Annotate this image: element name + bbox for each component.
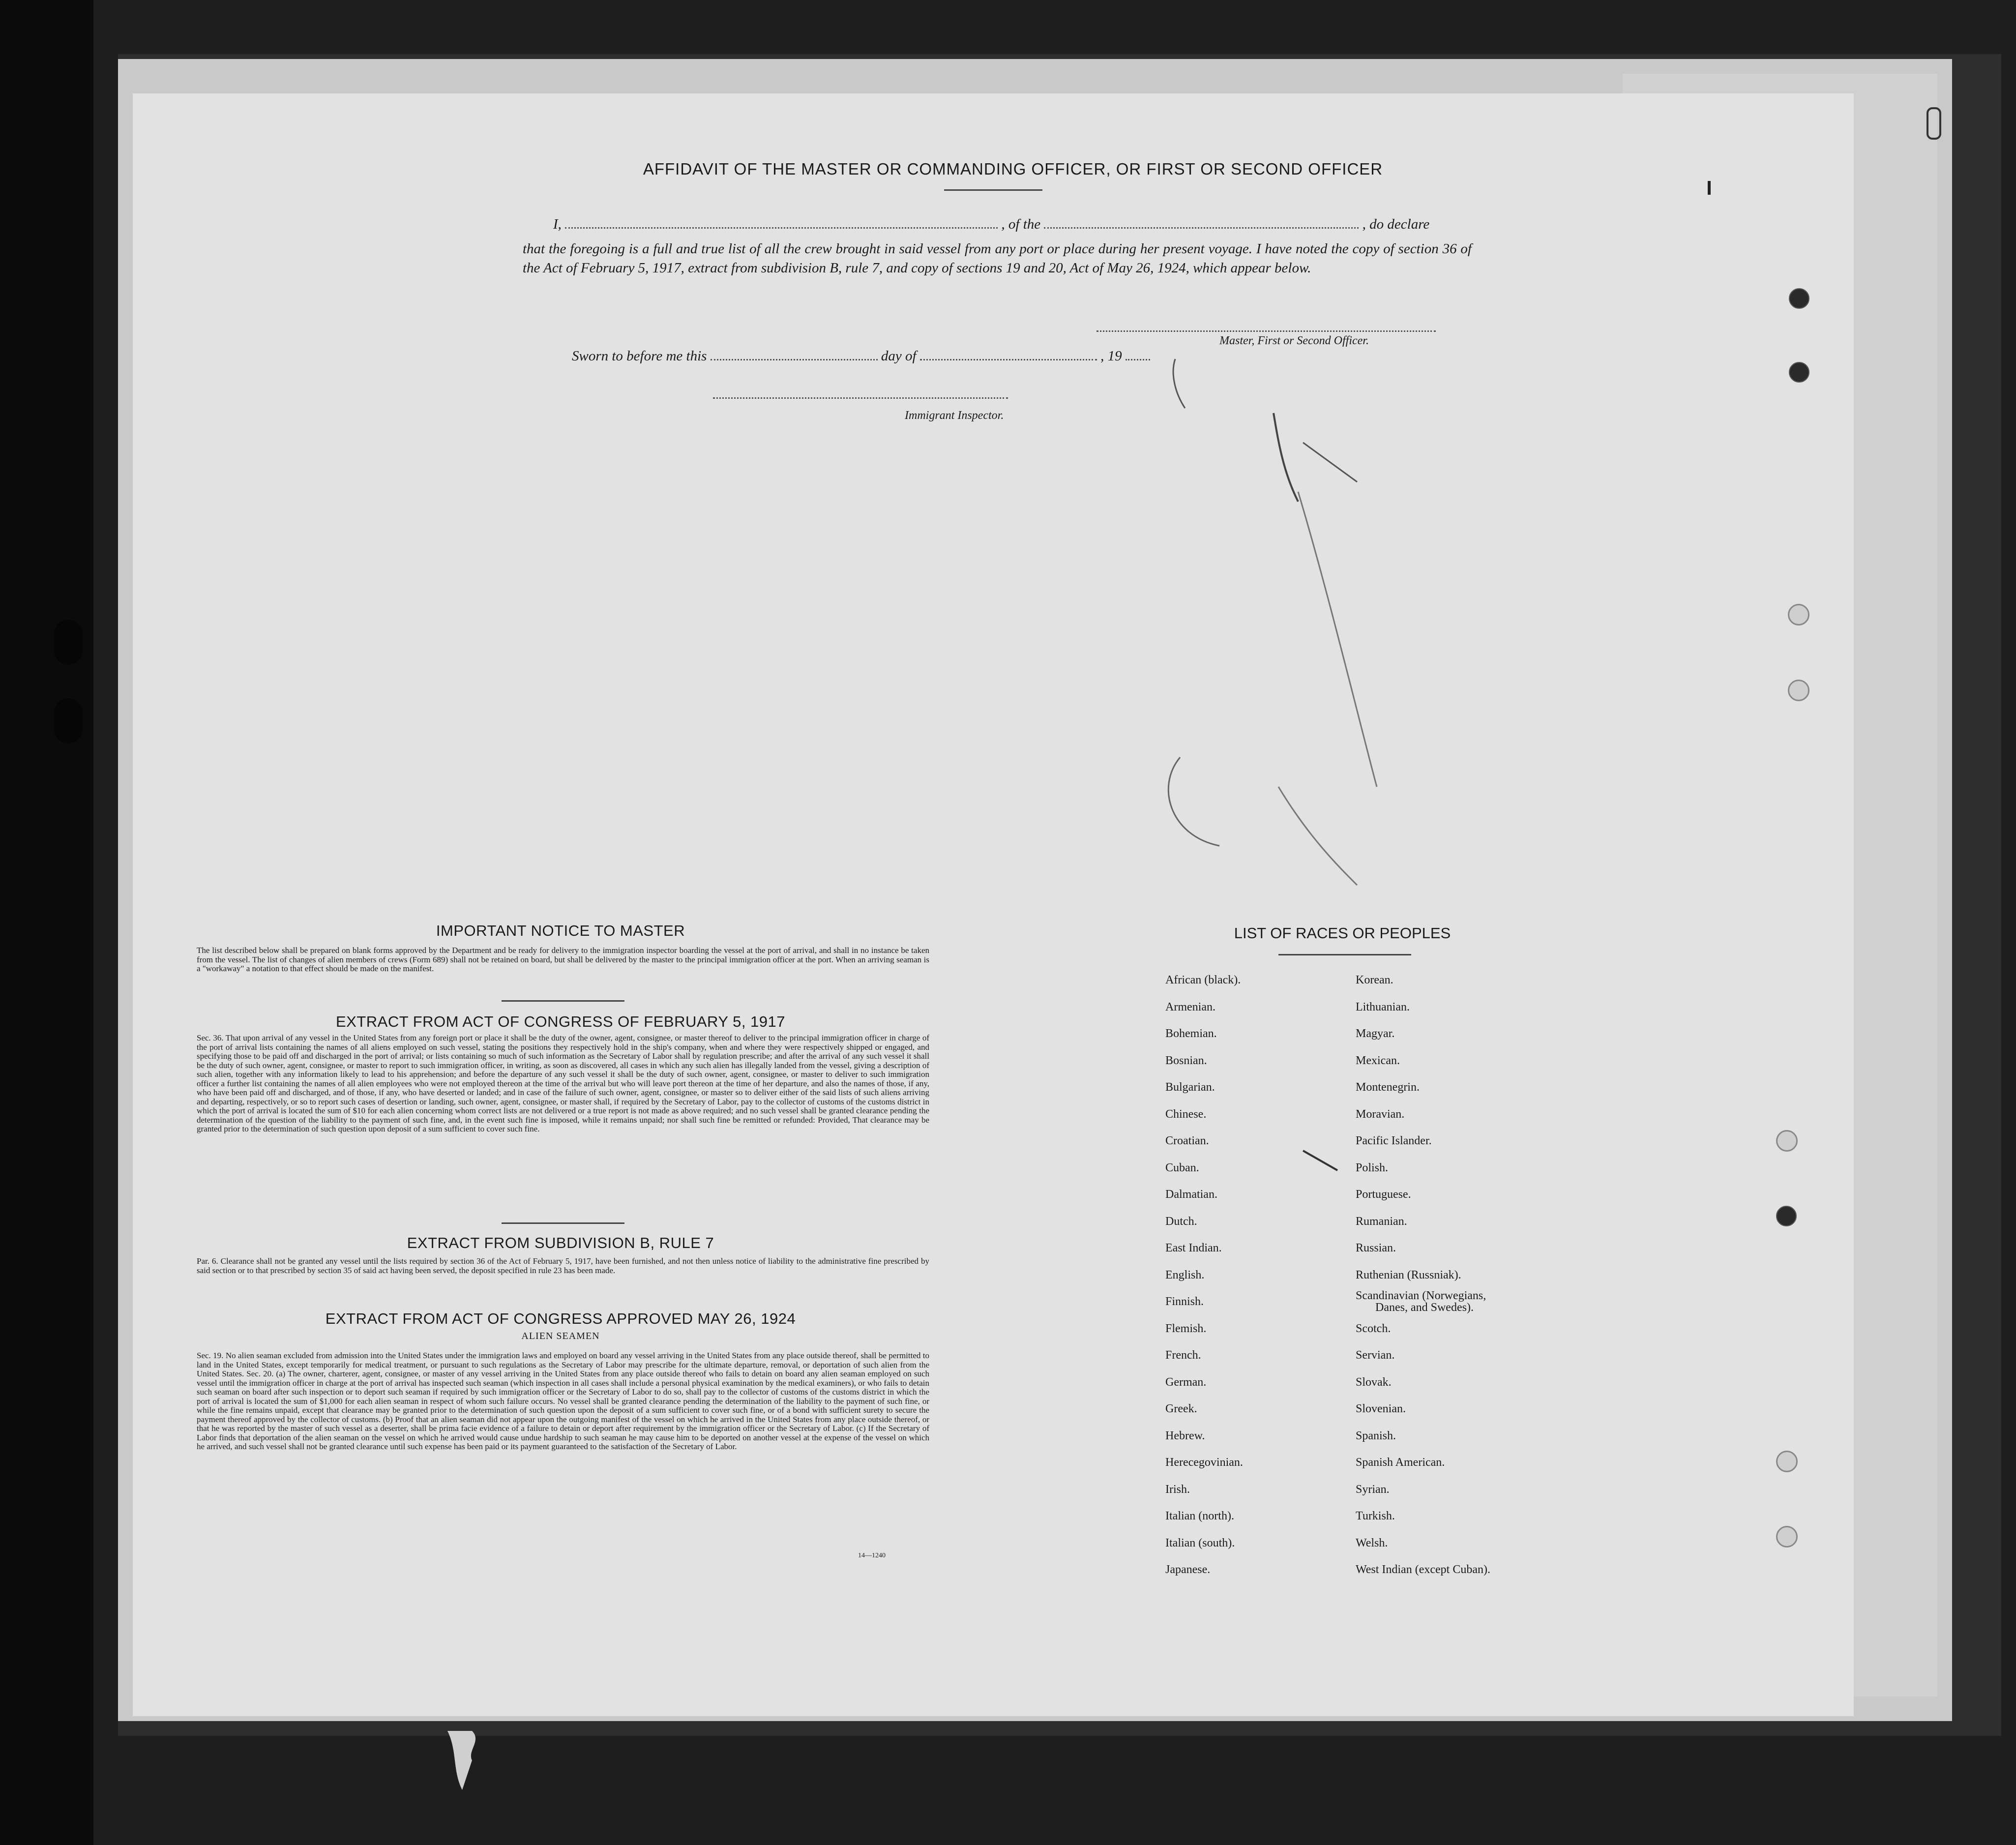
- race-item: Hebrew.: [1165, 1429, 1205, 1442]
- race-item: Ruthenian (Russniak).: [1356, 1268, 1461, 1281]
- year-label: , 19: [1100, 348, 1122, 364]
- race-item: Portuguese.: [1356, 1188, 1411, 1201]
- extract-1917-text: Sec. 36. That upon arrival of any vessel in the United States from any foreign port or place it shall be the duty of the owner, agent, consignee, or master thereof to deliver to the principal immigration officer in charge of the port of arrival lists containing the names of all aliens employed on such vessel, stating the positions they respectively hold in the ship's company, when and where they were respectively shipped or engaged, and specifying those to be paid off and discharged in the port of arrival; or lists containing so much of such information as the Secretary of Labor shall by regulation prescribe; and after the arrival of any such vessel it shall be the duty of such owner, agent, consignee, or master to report to such immigration officer, in writing, as soon as discovered, all cases in which any such alien has illegally landed from the vessel, giving a description of such alien, together with any information likely to lead to his apprehension; and before the departure of any such vessel it shall be the duty of such owner, agent, consignee, or master to deliver to such immigration officer a further list containing the names of all alien employees who were not employed thereon at the time of the arrival but who will leave port thereon at the time of her departure, and also the names of those, if any, who have been paid off and discharged, and of those, if any, who have deserted or landed; and in case of the failure of such owner, agent, consignee, or master so to deliver either of the said lists of such aliens arriving and departing, respectively, or so to report such cases of desertion or landing, such owner, agent, consignee, or master shall, if required by the Secretary of Labor, pay to the collector of customs of the customs district in which the port of arrival is located the sum of $10 for each alien concerning whom correct lists are not delivered or a true report is not made as above required; and no such vessel shall be granted clearance pending the determination of the question of the liability to the payment of such fine, and, in the event such fine is imposed, while it remains unpaid; nor shall such fine be remitted or refunded: Provided, That clearance may be granted prior to the determination of such question upon deposit of a sum sufficient to cover such fine.: [197, 1033, 929, 1133]
- race-item: German.: [1165, 1375, 1207, 1389]
- races-rule: [1278, 954, 1411, 955]
- race-item: West Indian (except Cuban).: [1356, 1563, 1490, 1576]
- races-right-column: [1356, 967, 1490, 1583]
- race-item: Welsh.: [1356, 1536, 1388, 1549]
- race-item: Armenian.: [1165, 1000, 1216, 1013]
- race-item: Herecegovinian.: [1165, 1456, 1243, 1469]
- master-caption: Master, First or Second Officer.: [1219, 334, 1369, 347]
- sworn-year-blank: [1126, 355, 1150, 360]
- races-left-column: [1165, 967, 1243, 1583]
- race-item: Japanese.: [1165, 1563, 1211, 1576]
- notice-title: IMPORTANT NOTICE TO MASTER: [436, 922, 685, 939]
- race-item: Bohemian.: [1165, 1027, 1217, 1040]
- race-item: Russian.: [1356, 1242, 1396, 1254]
- race-item: Pacific Islander.: [1356, 1134, 1432, 1147]
- notice-text: The list described below shall be prepared on blank forms approved by the Department and be ready for delivery to the immigration inspector boarding the vessel at the port of arrival, and shall in no instance be taken from the vessel. The list of changes of alien members of crews (Form 689) shall not be retained on board, but shall be delivered by the master to the principal immigration officer at the port. When an arriving seaman is a "workaway" a notation to that effect should be made on the manifest.: [197, 946, 929, 973]
- race-item: Slovenian.: [1356, 1402, 1406, 1415]
- race-item: Montenegrin.: [1356, 1081, 1420, 1094]
- race-item: Flemish.: [1165, 1322, 1207, 1335]
- sworn-day-blank: [711, 355, 878, 360]
- form-number: 14—1240: [858, 1552, 886, 1559]
- extract-rule7-text: Par. 6. Clearance shall not be granted any vessel until the lists required by section 36 of the Act of February 5, 1917, have been furnished, and not then unless notice of liability to the administrative fine prescribed by said section or to that prescribed by section 35 of said act having been served, the deposit specified in rule 23 has been made.: [197, 1256, 929, 1275]
- race-item: Syrian.: [1356, 1483, 1390, 1496]
- sworn-month-blank: [920, 355, 1097, 360]
- race-item: Dalmatian.: [1165, 1188, 1217, 1201]
- races-title: LIST OF RACES OR PEOPLES: [1234, 924, 1451, 942]
- race-item: Greek.: [1165, 1402, 1197, 1415]
- declarant-label: I,: [553, 216, 562, 232]
- declaration-paragraph: that the foregoing is a full and true list of all the crew brought in said vessel from any port or place during her present voyage. I have noted the copy of section 36 of the Act of February 5, 1917, extract from subdivision B, rule 7, and copy of sections 19 and 20, Act of May 26, 1924, which appear below.: [523, 241, 1472, 276]
- race-item: Rumanian.: [1356, 1215, 1407, 1228]
- extract-rule7-title: EXTRACT FROM SUBDIVISION B, RULE 7: [407, 1234, 714, 1251]
- race-item: Irish.: [1165, 1483, 1190, 1496]
- race-item: [1356, 1288, 1490, 1315]
- section-rule: [502, 1000, 624, 1002]
- race-item: African (black).: [1165, 974, 1241, 986]
- race-item: Cuban.: [1165, 1161, 1199, 1174]
- extract-1924-title: EXTRACT FROM ACT OF CONGRESS APPROVED MAY 26, 1924: [325, 1310, 796, 1327]
- race-item: English.: [1165, 1268, 1205, 1281]
- title-rule: [944, 189, 1042, 191]
- race-item: French.: [1165, 1349, 1201, 1362]
- section-rule: [502, 1222, 624, 1224]
- race-item: Turkish.: [1356, 1510, 1395, 1522]
- race-item: Slovak.: [1356, 1375, 1392, 1389]
- race-item: Spanish American.: [1356, 1456, 1445, 1469]
- race-item: Spanish.: [1356, 1429, 1396, 1442]
- race-item: Servian.: [1356, 1349, 1395, 1362]
- race-item: Finnish.: [1165, 1295, 1204, 1308]
- inspector-signature-line: [713, 397, 1008, 399]
- race-item: Polish.: [1356, 1161, 1389, 1174]
- race-item-line: Danes, and Swedes).: [1375, 1301, 1474, 1314]
- of-the-label: , of the: [1001, 216, 1041, 232]
- race-item: Scotch.: [1356, 1322, 1391, 1335]
- vessel-name-blank: [1044, 223, 1359, 229]
- race-item: Bosnian.: [1165, 1054, 1207, 1067]
- day-of-label: day of: [881, 348, 917, 364]
- race-item: Chinese.: [1165, 1107, 1207, 1121]
- race-item: Dutch.: [1165, 1215, 1197, 1228]
- race-item-line: Scandinavian (Norwegians,: [1356, 1289, 1486, 1302]
- declaration-line: [553, 216, 1429, 233]
- race-item: Lithuanian.: [1356, 1000, 1410, 1013]
- declarant-name-blank: [565, 223, 998, 229]
- race-item: Magyar.: [1356, 1027, 1395, 1040]
- sworn-label: Sworn to before me this: [572, 348, 707, 364]
- sworn-line: [572, 348, 1150, 364]
- race-item: Moravian.: [1356, 1107, 1405, 1121]
- affidavit-title: AFFIDAVIT OF THE MASTER OR COMMANDING OFFICER, OR FIRST OR SECOND OFFICER: [643, 160, 1383, 178]
- race-item: Korean.: [1356, 974, 1393, 986]
- alien-seamen-subtitle: ALIEN SEAMEN: [521, 1331, 600, 1341]
- extract-1924-text: Sec. 19. No alien seaman excluded from admission into the United States under the immigration laws and employed on board any vessel arriving in the United States from any place outside thereof, shall be permitted to land in the United States, except temporarily for medical treatment, or pursuant to such regulations as the Secretary of Labor may prescribe for the ultimate departure, removal, or deportation of such alien from the United States. Sec. 20. (a) The owner, charterer, agent, consignee, or master of any vessel arriving in the United States from any place outside thereof who fails to detain on board any alien seaman employed on such vessel until the immigration officer in charge at the port of arrival has inspected such seaman (which inspection in all cases shall include a personal physical examination by the medical examiners), or who fails to detain such seaman on board after such inspection or to deport such seaman if required by such immigration officer or the Secretary of Labor to do so, shall pay to the collector of customs of the customs district in which the port of arrival is located the sum of $1,000 for each alien seaman in respect of whom such failure occurs. No vessel shall be granted clearance pending the determination of the liability to the payment of such fine, or while the fine remains unpaid, except that clearance may be granted prior to the determination of such question upon the deposit of a sum sufficient to cover such fine, or of a bond with sufficient surety to secure the payment thereof approved by the collector of customs. (b) Proof that an alien seaman did not appear upon the outgoing manifest of the vessel on which he arrived in the United States from any place outside thereof, or that he was reported by the master of such vessel as a deserter, shall be prima facie evidence of a failure to detain or deport after requirement by the immigration officer or the Secretary of Labor. (c) If the Secretary of Labor finds that deportation of the alien seaman on the vessel on which he arrived would cause undue hardship to such seaman he may cause him to be deported on another vessel at the expense of the vessel on which he arrived, and such vessel shall not be granted clearance until such expense has been paid or its payment guaranteed to the satisfaction of the Secretary of Labor.: [197, 1351, 929, 1451]
- do-declare-label: , do declare: [1362, 216, 1430, 232]
- race-item: Croatian.: [1165, 1134, 1209, 1147]
- race-item: Italian (south).: [1165, 1536, 1235, 1549]
- race-item: Italian (north).: [1165, 1510, 1234, 1522]
- inspector-caption: Immigrant Inspector.: [905, 409, 1004, 422]
- race-item: Mexican.: [1356, 1054, 1400, 1067]
- race-item: East Indian.: [1165, 1242, 1222, 1254]
- master-signature-line: [1097, 330, 1436, 332]
- race-item: Bulgarian.: [1165, 1081, 1215, 1094]
- extract-1917-title: EXTRACT FROM ACT OF CONGRESS OF FEBRUARY 5, 1917: [335, 1013, 786, 1030]
